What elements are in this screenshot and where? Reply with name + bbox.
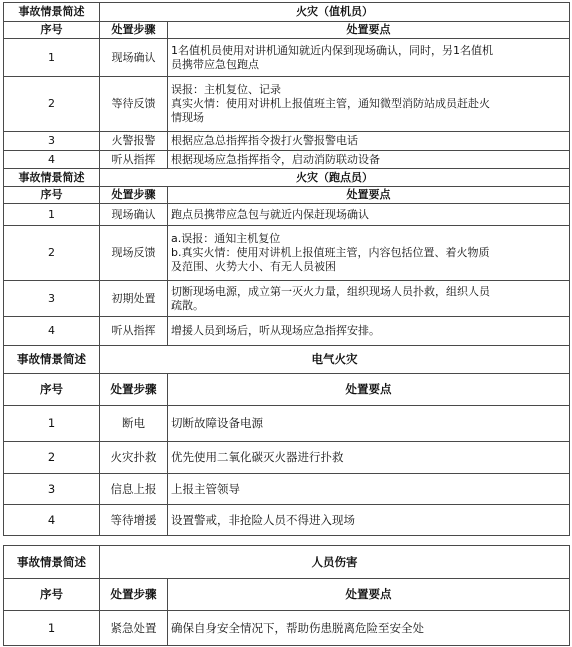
row-step: 紧急处置 [100, 611, 168, 646]
key-point-line: 确保自身安全情况下，帮助伤患脱离危险至安全处 [171, 620, 424, 635]
row-key-points [168, 151, 570, 170]
row-key-points [168, 77, 570, 132]
procedure-table [3, 545, 570, 646]
key-point-line: 切断故障设备电源 [171, 416, 263, 430]
row-step: 现场确认 [100, 39, 168, 77]
table-row [4, 442, 570, 474]
table-row [4, 204, 570, 226]
key-point-line: 情现场 [171, 111, 204, 124]
row-key-points [168, 281, 570, 317]
section-title-row [4, 546, 570, 579]
procedure-table [3, 2, 570, 170]
column-header-seq: 序号 [4, 374, 100, 406]
row-seq: 1 [4, 204, 100, 226]
column-header-step: 处置步骤 [100, 22, 168, 39]
row-seq: 3 [4, 281, 100, 317]
column-header-step: 处置步骤 [100, 374, 168, 406]
table-row [4, 132, 570, 151]
column-header-key: 处置要点 [168, 22, 570, 39]
row-seq: 4 [4, 151, 100, 170]
row-seq: 3 [4, 474, 100, 505]
row-seq: 1 [4, 611, 100, 646]
row-seq: 2 [4, 77, 100, 132]
table-row [4, 281, 570, 317]
table-row [4, 151, 570, 170]
key-point-line: 上报主管领导 [171, 481, 240, 496]
procedure-table [3, 168, 570, 346]
column-header-step: 处置步骤 [100, 187, 168, 204]
row-seq: 4 [4, 505, 100, 536]
key-point-line: 设置警戒，非抢险人员不得进入现场 [171, 512, 355, 527]
row-key-points [168, 406, 570, 442]
column-header-row [4, 579, 570, 611]
key-point-line: 1名值机员使用对讲机通知就近内保到现场确认，同时，另1名值机 [171, 43, 493, 57]
situation-label: 事故情景简述 [4, 3, 100, 22]
table-row [4, 406, 570, 442]
section-title: 电气火灾 [100, 346, 570, 374]
column-header-seq: 序号 [4, 579, 100, 611]
key-point-line: 误报：主机复位、记录 [171, 83, 281, 96]
row-step: 等待反馈 [100, 77, 168, 132]
column-header-seq: 序号 [4, 22, 100, 39]
column-header-row [4, 374, 570, 406]
row-seq: 3 [4, 132, 100, 151]
row-key-points [168, 39, 570, 77]
row-step: 现场确认 [100, 204, 168, 226]
row-key-points [168, 204, 570, 226]
row-key-points [168, 505, 570, 536]
emergency-procedures-document [3, 2, 569, 644]
table-row [4, 39, 570, 77]
row-key-points [168, 442, 570, 474]
row-step: 信息上报 [100, 474, 168, 505]
section-title-row [4, 3, 570, 22]
row-key-points [168, 474, 570, 505]
key-point-line: 员携带应急包跑点 [171, 57, 259, 71]
section-title: 火灾（值机员） [100, 3, 570, 22]
row-key-points [168, 611, 570, 646]
row-step: 火警报警 [100, 132, 168, 151]
key-point-line: b.真实火情：使用对讲机上报值班主管，内容包括位置、着火物质 [171, 246, 490, 259]
table-row [4, 226, 570, 281]
table-row [4, 611, 570, 646]
situation-label: 事故情景简述 [4, 169, 100, 187]
row-step: 初期处置 [100, 281, 168, 317]
table-row [4, 77, 570, 132]
table-row [4, 505, 570, 536]
key-point-line: 切断现场电源，成立第一灭火力量，组织现场人员扑救，组织人员 [171, 284, 490, 298]
column-header-step: 处置步骤 [100, 579, 168, 611]
section-title-row [4, 169, 570, 187]
key-point-line: 及范围、火势大小、有无人员被困 [171, 260, 336, 273]
section-title: 人员伤害 [100, 546, 570, 579]
row-key-points [168, 132, 570, 151]
column-header-row [4, 22, 570, 39]
key-point-line: 疏散。 [171, 298, 204, 312]
row-seq: 4 [4, 317, 100, 346]
row-key-points [168, 226, 570, 281]
row-step: 现场反馈 [100, 226, 168, 281]
row-seq: 1 [4, 39, 100, 77]
column-header-seq: 序号 [4, 187, 100, 204]
section-title-row [4, 346, 570, 374]
row-step: 等待增援 [100, 505, 168, 536]
key-point-line: a.误报：通知主机复位 [171, 232, 281, 245]
row-seq: 2 [4, 442, 100, 474]
row-step: 断电 [100, 406, 168, 442]
column-header-key: 处置要点 [168, 187, 570, 204]
column-header-key: 处置要点 [168, 579, 570, 611]
key-point-line: 跑点员携带应急包与就近内保赶现场确认 [171, 207, 369, 221]
section-title: 火灾（跑点员） [100, 169, 570, 187]
situation-label: 事故情景简述 [4, 546, 100, 579]
row-step: 火灾扑救 [100, 442, 168, 474]
procedure-table [3, 345, 570, 536]
row-seq: 2 [4, 226, 100, 281]
key-point-line: 根据现场应急指挥指令，启动消防联动设备 [171, 153, 380, 166]
table-row [4, 317, 570, 346]
table-row [4, 474, 570, 505]
key-point-line: 优先使用二氧化碳灭火器进行扑救 [171, 450, 344, 464]
key-point-line: 真实火情：使用对讲机上报值班主管，通知微型消防站成员赶赴火 [171, 97, 490, 110]
row-step: 听从指挥 [100, 151, 168, 170]
row-step: 听从指挥 [100, 317, 168, 346]
column-header-row [4, 187, 570, 204]
row-key-points [168, 317, 570, 346]
situation-label: 事故情景简述 [4, 346, 100, 374]
column-header-key: 处置要点 [168, 374, 570, 406]
key-point-line: 根据应急总指挥指令拨打火警报警电话 [171, 134, 358, 147]
key-point-line: 增援人员到场后，听从现场应急指挥安排。 [171, 324, 380, 337]
row-seq: 1 [4, 406, 100, 442]
